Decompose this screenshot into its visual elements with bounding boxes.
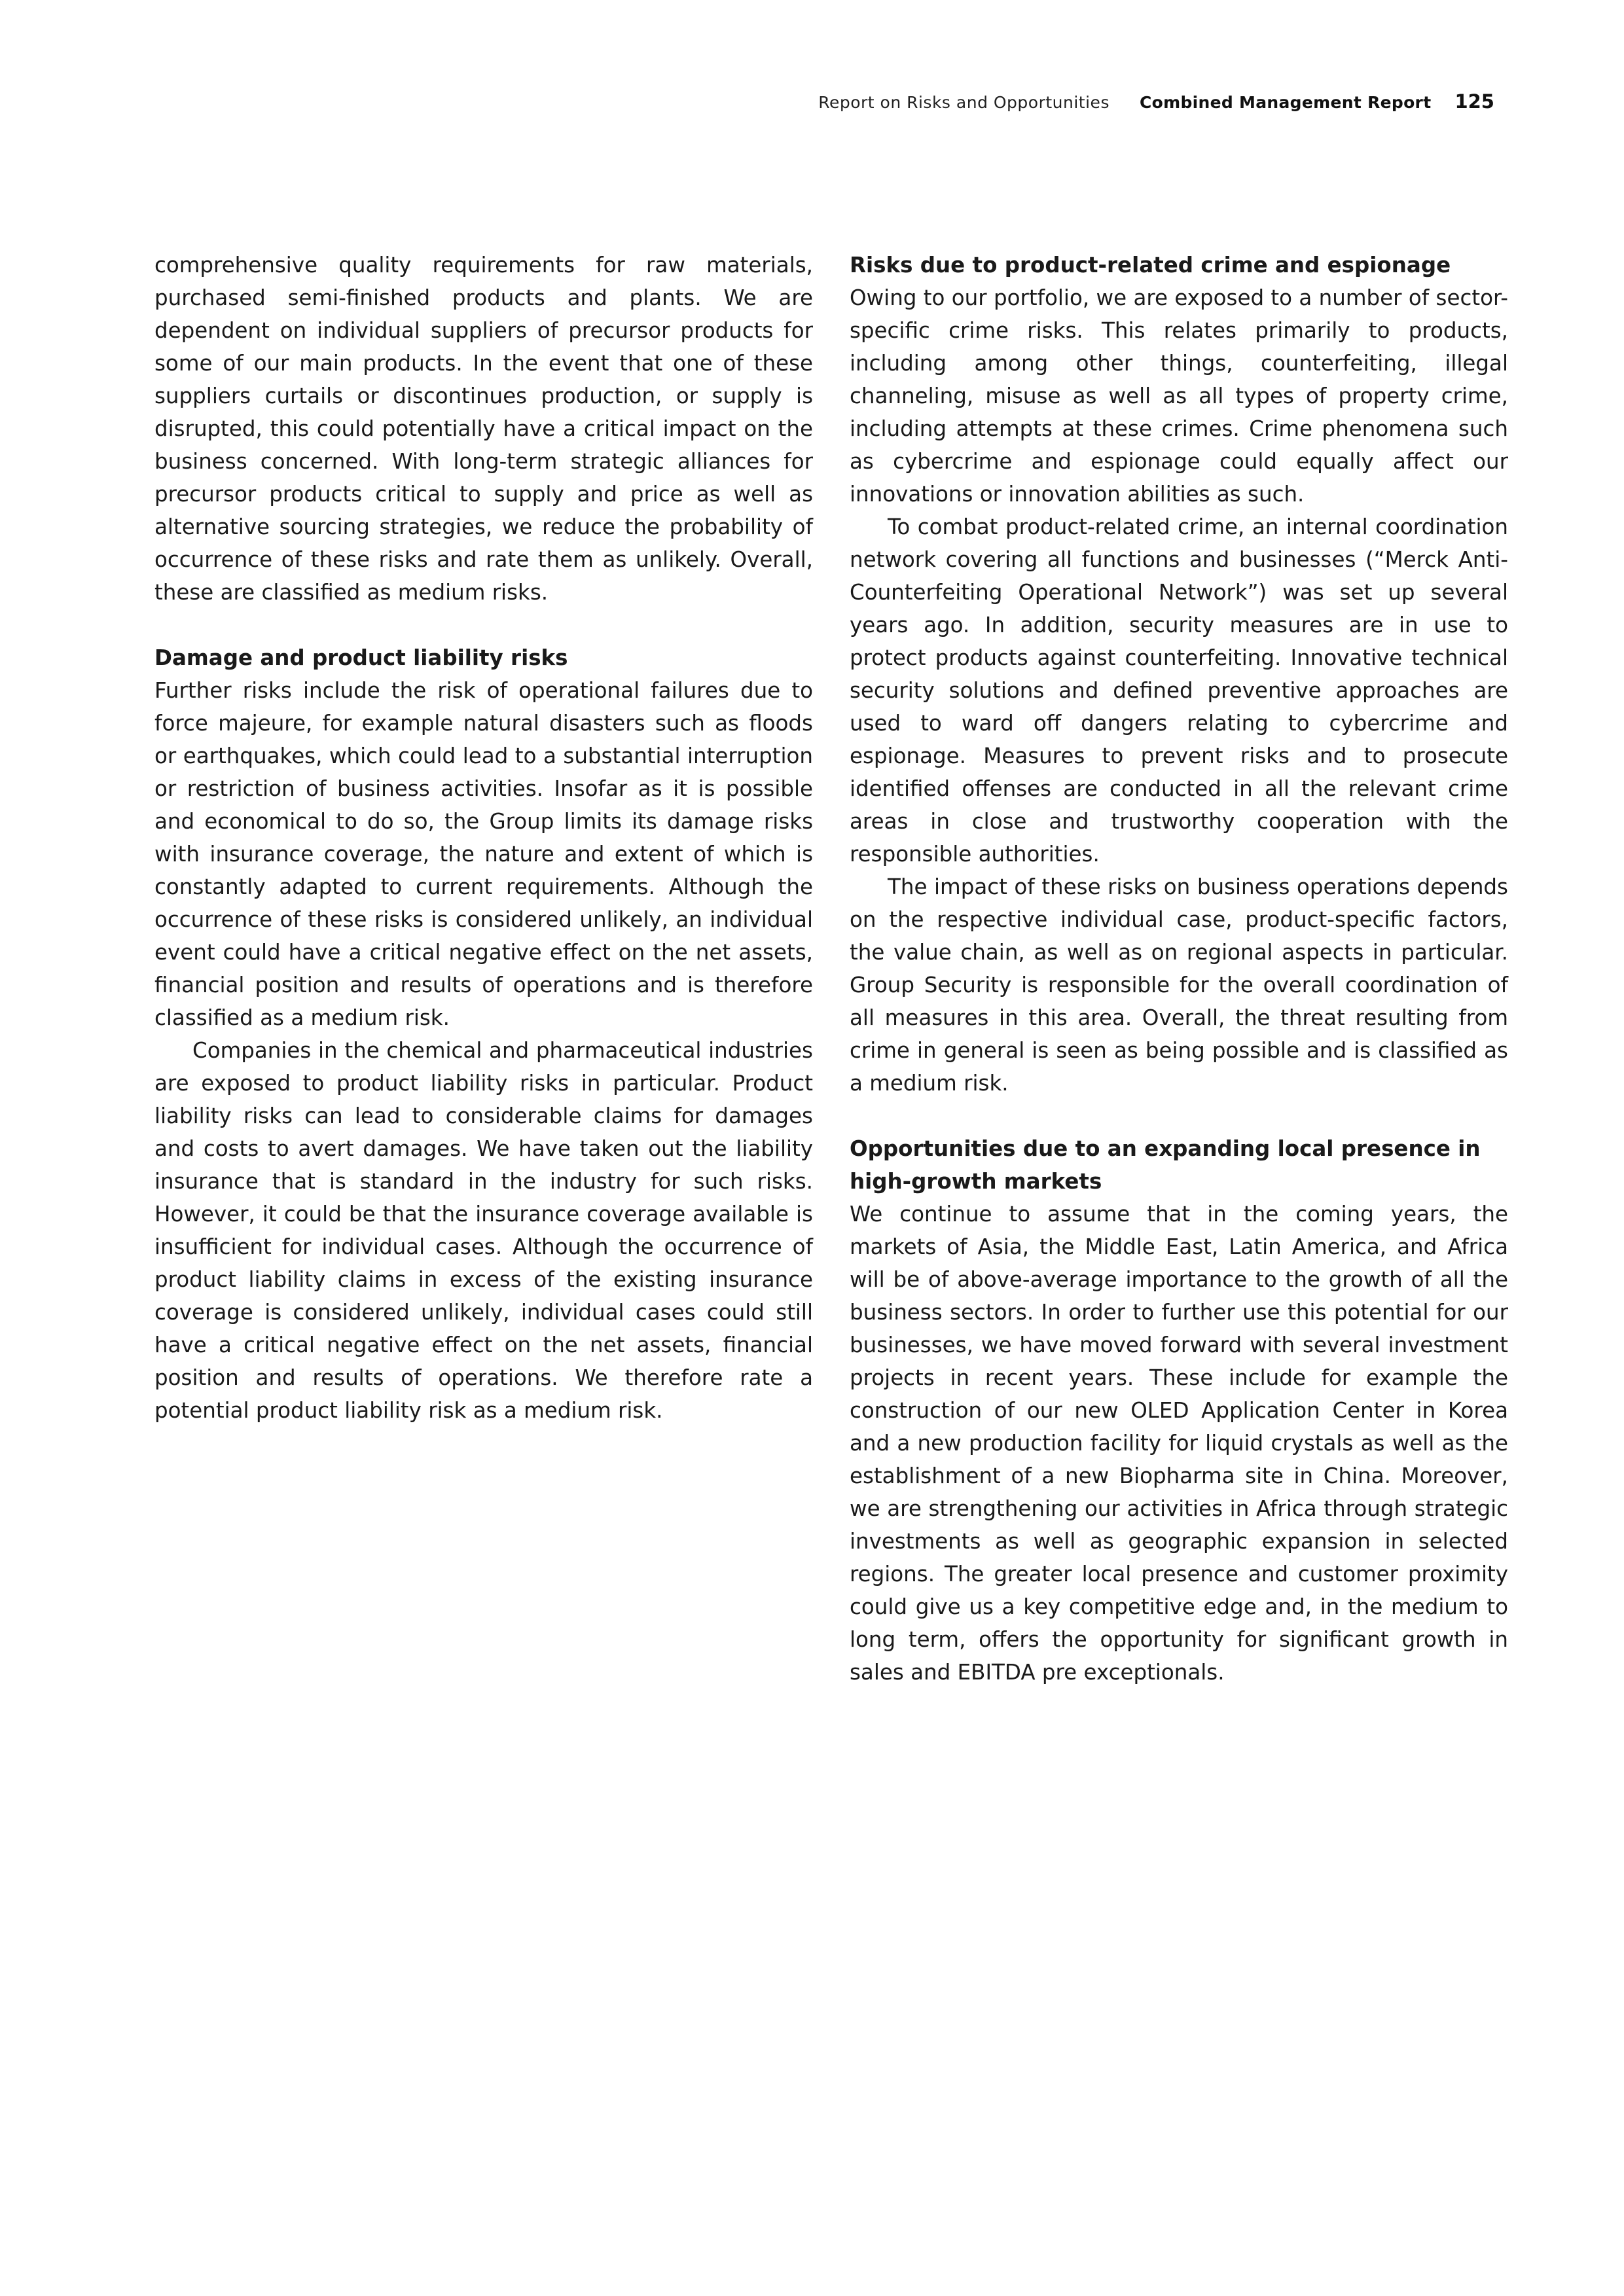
page-number: 125: [1454, 90, 1494, 113]
paragraph-crime-risks: Owing to our portfolio, we are exposed to a number of sector-specific crime risks. This relates primarily to products, including among other things, counterfeiting, illegal channeling, misuse as well as all types of property crime, including attempts at these crimes. Crime phenomena such as cybercrime and espionage could equally affect our innovations or innovation abilities as such.: [850, 285, 1508, 507]
heading-opportunities-local-presence: Opportunities due to an expanding local presence in high-growth markets: [850, 1136, 1481, 1194]
running-header: [818, 90, 1494, 113]
paragraph-impact-of-risks: The impact of these risks on business operations depends on the respective individual case, product-specific factors, the value chain, as well as on regional aspects in particular. Group Security is responsible for the overall coordination of all measures in this area. Overall, the threat resulting from crime in general is seen as being possible and is classified as a medium risk.: [850, 874, 1508, 1096]
paragraph-growth-markets: We continue to assume that in the coming years, the markets of Asia, the Middle East, Latin America, and Africa will be of above-average importance to the growth of all the business sectors. In order to further use this potential for our businesses, we have moved forward with several investment projects in recent years. These include for example the construction of our new OLED Application Center in Korea and a new production facility for liquid crystals as well as the establishment of a new Biopharma site in China. Moreover, we are strengthening our activities in Africa through strategic investments as well as geographic expansion in selected regions. The greater local presence and customer proximity could give us a key competitive edge and, in the medium to long term, offers the opportunity for significant growth in sales and EBITDA pre exceptionals.: [850, 1202, 1508, 1685]
header-section-title: Report on Risks and Opportunities: [818, 93, 1110, 112]
right-column: [850, 249, 1508, 1689]
paragraph-product-liability: Companies in the chemical and pharmaceutical industries are exposed to product liability risks in particular. Product liability risks can lead to considerable claims for damages and costs to avert damages. We have taken out the liability insurance that is standard in the industry for such risks. However, it could be that the insurance coverage available is insufficient for individual cases. Although the occurrence of product liability claims in excess of the existing insurance coverage is considered unlikely, individual cases could still have a critical negative effect on the net assets, financial position and results of operations. We therefore rate a potential product liability risk as a medium risk.: [154, 1038, 813, 1423]
left-column: [154, 249, 813, 1427]
paragraph-operational-failures: Further risks include the risk of operational failures due to force majeure, for example natural disasters such as floods or earthquakes, which could lead to a substantial interruption or restriction of business activities. Insofar as it is possible and economical to do so, the Group limits its damage risks with insurance coverage, the nature and extent of which is constantly adapted to current requirements. Although the occurrence of these risks is considered unlikely, an individual event could have a critical negative effect on the net assets, financial position and results of operations and is therefore classified as a medium risk.: [154, 678, 813, 1030]
header-report-title: Combined Management Report: [1139, 93, 1432, 112]
heading-product-crime-espionage: Risks due to product-related crime and espionage: [850, 253, 1451, 278]
heading-damage-product-liability: Damage and product liability risks: [154, 645, 568, 670]
paragraph-combat-crime: To combat product-related crime, an internal coordination network covering all functions and businesses (“Merck Anti-Counterfeiting Operational Network”) was set up several years ago. In addition, security measures are in use to protect products against counterfeiting. Innovative technical security solutions and defined preventive approaches are used to ward off dangers relating to cybercrime and espionage. Measures to prevent risks and to prosecute identified offenses are conducted in all the relevant crime areas in close and trustworthy cooperation with the responsible authorities.: [850, 514, 1508, 867]
paragraph-quality-requirements: comprehensive quality requirements for raw materials, purchased semi-finished products and plants. We are dependent on individual suppliers of precursor products for some of our main products. In the event that one of these suppliers curtails or discontinues production, or supply is disrupted, this could potentially have a critical impact on the business concerned. With long-term strategic alliances for precursor products critical to supply and price as well as alternative sourcing strategies, we reduce the probability of occurrence of these risks and rate them as unlikely. Overall, these are classified as medium risks.: [154, 253, 813, 605]
